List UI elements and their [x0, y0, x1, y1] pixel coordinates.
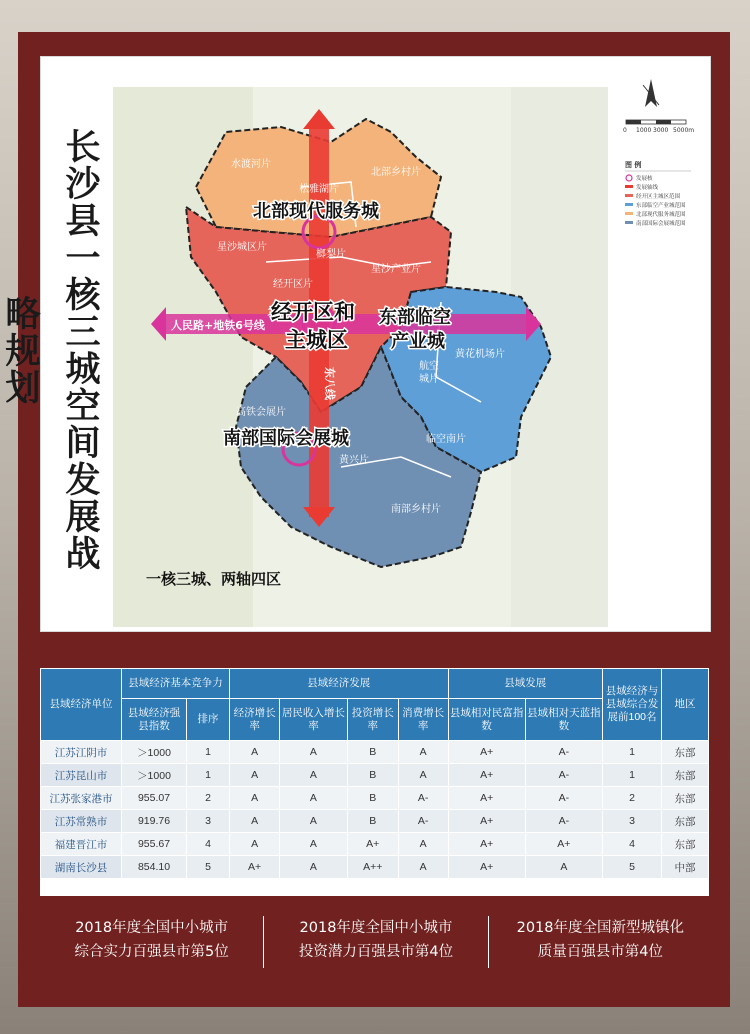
- table-cell: 2: [187, 787, 230, 810]
- table-cell-city: 江苏常熟市: [41, 810, 122, 833]
- district-label: 经开区片: [273, 279, 313, 290]
- district-label: 北部乡村片: [371, 167, 421, 178]
- district-label: 城片: [419, 374, 439, 385]
- svg-text:0: 0: [623, 127, 627, 134]
- district-label: 黄花机场片: [455, 349, 505, 360]
- map-panel: [0, 56, 711, 632]
- page-title: 长沙县一核三城空间发展战略规划: [0, 128, 100, 572]
- table-cell: A+: [448, 764, 525, 787]
- table-cell: A: [230, 810, 280, 833]
- table-cell: 854.10: [122, 856, 187, 879]
- table-cell: 中部: [662, 856, 709, 879]
- legend-east-zone-icon: [625, 203, 633, 206]
- table-cell: A+: [448, 787, 525, 810]
- table-cell: B: [347, 787, 398, 810]
- legend-core-zone-icon: [625, 194, 633, 197]
- city-label-core-2: 主城区: [285, 328, 348, 352]
- table-cell: 3: [603, 810, 662, 833]
- header-rank: 排序: [187, 699, 230, 741]
- district-label: 榔梨片: [316, 249, 346, 260]
- district-label: 黄兴片: [339, 455, 369, 466]
- table-cell-city: 湖南长沙县: [41, 856, 122, 879]
- header-growth: 经济增长率: [230, 699, 280, 741]
- legend-south-zone-icon: [625, 221, 633, 224]
- table-cell: A: [280, 810, 348, 833]
- header-development: 县域经济发展: [230, 669, 449, 699]
- table-cell: A+: [347, 833, 398, 856]
- header-competitiveness: 县域经济基本竞争力: [122, 669, 230, 699]
- svg-text:发展轴线: 发展轴线: [636, 185, 659, 191]
- district-label: 星沙产业片: [371, 264, 421, 275]
- svg-text:北部现代服务城范围: 北部现代服务城范围: [636, 212, 686, 218]
- district-label: 南部乡村片: [391, 504, 441, 515]
- district-label: 松雅湖片: [299, 184, 339, 195]
- table-cell: 东部: [662, 764, 709, 787]
- award-badges: [40, 916, 712, 968]
- table-row: [41, 787, 709, 810]
- table-cell: 1: [603, 741, 662, 764]
- table-cell: A: [525, 856, 602, 879]
- header-county: 县域发展: [448, 669, 602, 699]
- table-cell: 2: [603, 787, 662, 810]
- planning-map: [0, 57, 710, 631]
- table-cell-city: 江苏张家港市: [41, 787, 122, 810]
- table-cell: 955.67: [122, 833, 187, 856]
- city-label-north: 北部现代服务城: [253, 201, 379, 222]
- award-badge: 2018年度全国中小城市 投资潜力百强县市第4位: [263, 916, 487, 968]
- legend-heading: 图 例: [625, 161, 642, 169]
- table-cell: B: [347, 764, 398, 787]
- north-arrow-icon: [643, 79, 659, 107]
- table-cell: 955.07: [122, 787, 187, 810]
- table-cell: 1: [187, 741, 230, 764]
- city-label-east-1: 东部临空: [379, 307, 451, 328]
- table-cell: A-: [525, 764, 602, 787]
- table-cell: A: [280, 741, 348, 764]
- table-row: [41, 764, 709, 787]
- legend-north-zone-icon: [625, 212, 633, 215]
- svg-text:经开区主城区范围: 经开区主城区范围: [636, 194, 681, 200]
- district-label: 水渡河片: [231, 159, 271, 170]
- legend-core-icon: [626, 175, 632, 181]
- table-row: [41, 741, 709, 764]
- ranking-table: [40, 668, 709, 879]
- table-row: [41, 856, 709, 879]
- table-cell: A: [398, 764, 448, 787]
- table-row: [41, 833, 709, 856]
- table-cell: A-: [398, 787, 448, 810]
- city-label-east-2: 产业城: [391, 331, 445, 352]
- table-cell: A-: [525, 741, 602, 764]
- district-label: 星沙城区片: [217, 242, 267, 253]
- table-cell: A: [280, 764, 348, 787]
- svg-text:3000: 3000: [653, 127, 669, 134]
- table-cell: 东部: [662, 787, 709, 810]
- table-cell: A: [398, 856, 448, 879]
- table-cell: B: [347, 741, 398, 764]
- table-cell: 5: [603, 856, 662, 879]
- table-cell: 东部: [662, 741, 709, 764]
- header-unit: 县域经济单位: [41, 669, 122, 741]
- table-cell-city: 江苏江阴市: [41, 741, 122, 764]
- table-row: [41, 810, 709, 833]
- axis-label-horizontal: 人民路+地铁6号线: [171, 319, 265, 332]
- svg-text:5000m: 5000m: [673, 127, 695, 134]
- table-cell: A+: [230, 856, 280, 879]
- table-cell: 5: [187, 856, 230, 879]
- table-cell: 4: [603, 833, 662, 856]
- table-cell: A++: [347, 856, 398, 879]
- table-cell: ＞1000: [122, 764, 187, 787]
- svg-text:南部国际会展城范围: 南部国际会展城范围: [636, 221, 686, 227]
- table-cell: A+: [448, 741, 525, 764]
- header-sky: 县域相对天蓝指数: [525, 699, 602, 741]
- svg-text:1000: 1000: [636, 127, 652, 134]
- table-cell: ＞1000: [122, 741, 187, 764]
- header-index: 县域经济强县指数: [122, 699, 187, 741]
- table-cell: A+: [525, 833, 602, 856]
- header-income: 居民收入增长率: [280, 699, 348, 741]
- header-investment: 投资增长率: [347, 699, 398, 741]
- award-badge: 2018年度全国中小城市 综合实力百强县市第5位: [74, 920, 229, 960]
- table-cell: 东部: [662, 810, 709, 833]
- table-cell-city: 江苏昆山市: [41, 764, 122, 787]
- header-top100: 县域经济与县域综合发展前100名: [603, 669, 662, 741]
- table-cell: A: [230, 741, 280, 764]
- map-subtitle: 一核三城、两轴四区: [146, 570, 282, 588]
- svg-text:东部临空产业城范围: 东部临空产业城范围: [636, 203, 686, 209]
- table-cell: A+: [448, 833, 525, 856]
- table-cell: A+: [448, 856, 525, 879]
- ranking-table-panel: [40, 668, 709, 896]
- table-cell: A: [230, 787, 280, 810]
- legend-axis-icon: [625, 185, 633, 188]
- table-cell: A-: [525, 810, 602, 833]
- table-cell: A: [280, 833, 348, 856]
- table-cell: 3: [187, 810, 230, 833]
- table-cell: A: [280, 787, 348, 810]
- table-cell: A: [230, 764, 280, 787]
- table-cell: A-: [525, 787, 602, 810]
- svg-text:发展核: 发展核: [636, 176, 653, 182]
- table-cell: 1: [603, 764, 662, 787]
- district-label: 临空南片: [426, 434, 466, 445]
- table-cell-city: 福建晋江市: [41, 833, 122, 856]
- table-cell: 东部: [662, 833, 709, 856]
- district-label: 航空: [419, 361, 439, 372]
- table-cell: B: [347, 810, 398, 833]
- axis-label-vertical: 东八线: [323, 367, 336, 400]
- table-cell: A+: [448, 810, 525, 833]
- city-label-core-1: 经开区和: [271, 300, 355, 324]
- city-label-south: 南部国际会展城: [223, 428, 349, 449]
- scale-bar: [623, 120, 694, 134]
- header-consumption: 消费增长率: [398, 699, 448, 741]
- award-badge: 2018年度全国新型城镇化 质量百强县市第4位: [488, 916, 712, 968]
- map-legend: [625, 160, 691, 227]
- table-cell: A: [398, 833, 448, 856]
- district-label: 高铁会展片: [236, 407, 286, 418]
- header-wealth: 县域相对民富指数: [448, 699, 525, 741]
- table-cell: 4: [187, 833, 230, 856]
- header-region: 地区: [662, 669, 709, 741]
- table-cell: A-: [398, 810, 448, 833]
- table-cell: A: [280, 856, 348, 879]
- table-cell: A: [230, 833, 280, 856]
- table-cell: 1: [187, 764, 230, 787]
- table-cell: 919.76: [122, 810, 187, 833]
- table-cell: A: [398, 741, 448, 764]
